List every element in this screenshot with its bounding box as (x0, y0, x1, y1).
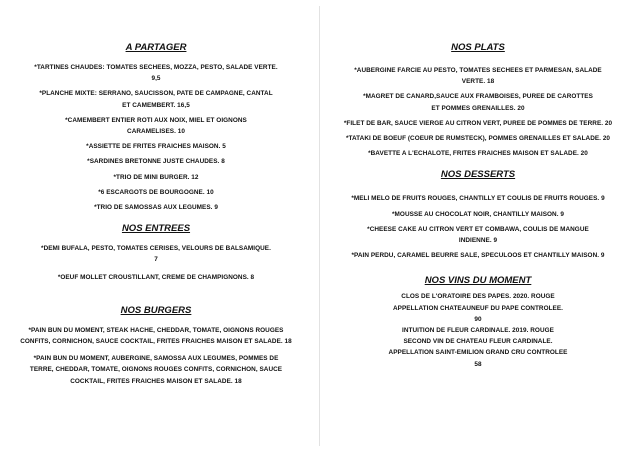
section-title-nos-vins: NOS VINS DU MOMENT (424, 275, 532, 287)
wine-1-name: CLOS DE L'ORATOIRE DES PAPES. 2020. ROUGE (401, 293, 555, 301)
wine-2-price: 58 (474, 360, 482, 368)
menu-item: *FILET DE BAR, SAUCE VIERGE AU CITRON VERT, PUREE DE POMMES DE TERRE. 20 (343, 119, 613, 127)
section-nos-entrees (14, 223, 298, 283)
menu-item: *MOUSSE AU CHOCOLAT NOIR, CHANTILLY MAISON. 9 (392, 210, 564, 218)
menu-page-left (0, 4, 312, 448)
section-title-nos-entrees: NOS ENTREES (121, 223, 191, 235)
menu-item: *MAGRET DE CANARD,SAUCE AUX FRAMBOISES, PUREE DE CAROTTES ET POMMES GRENAILLES. 20 (363, 93, 593, 112)
menu-item: *AUBERGINE FARCIE AU PESTO, TOMATES SECHEES ET PARMESAN, SALADE VERTE. 18 (354, 67, 602, 86)
menu-page-right (322, 4, 634, 448)
menu-item: *SARDINES BRETONNE JUSTE CHAUDES. 8 (87, 158, 225, 166)
menu-item: *MELI MELO DE FRUITS ROUGES, CHANTILLY ET COULIS DE FRUITS ROUGES. 9 (351, 195, 605, 203)
menu-item: *OEUF MOLLET CROUSTILLANT, CREME DE CHAMPIGNONS. 8 (57, 273, 255, 281)
menu-item: *DEMI BUFALA, PESTO, TOMATES CERISES, VELOURS DE BALSAMIQUE. 7 (41, 245, 271, 264)
wine-1-appellation: APPELLATION CHATEAUNEUF DU PAPE CONTROLEE. (392, 304, 564, 312)
menu-item: *TARTINES CHAUDES: TOMATES SECHEES, MOZZA, PESTO, SALADE VERTE. 9,5 (34, 64, 278, 83)
menu-item: *PLANCHE MIXTE: SERRANO, SAUCISSON, PATE DE CAMPAGNE, CANTAL ET CAMEMBERT. 16,5 (39, 90, 273, 109)
menu-item: *CHEESE CAKE AU CITRON VERT ET COMBAWA, COULIS DE MANGUE INDIENNE. 9 (367, 225, 589, 245)
menu-item: *ASSIETTE DE FRITES FRAICHES MAISON. 5 (86, 143, 226, 151)
wine-2-name: INTUITION DE FLEUR CARDINALE. 2019. ROUGE (402, 327, 554, 335)
menu-item: *CAMEMBERT ENTIER ROTI AUX NOIX, MIEL ET OIGNONS CARAMELISES. 10 (65, 116, 247, 136)
section-title-nos-desserts: NOS DESSERTS (440, 169, 516, 181)
menu-item: *TRIO DE MINI BURGER. 12 (113, 173, 199, 181)
menu-item: *PAIN PERDU, CARAMEL BEURRE SALE, SPECULOOS ET CHANTILLY MAISON. 9 (351, 252, 605, 260)
page-divider (319, 6, 320, 446)
wine-2-second-wine: SECOND VIN DE CHATEAU FLEUR CARDINALE. (403, 338, 553, 346)
section-title-nos-plats: NOS PLATS (451, 42, 505, 53)
menu-item: *TATAKI DE BOEUF (COEUR DE RUMSTECK), POMMES GRENAILLES ET SALADE. 20 (345, 135, 611, 143)
section-title-a-partager: A PARTAGER (125, 42, 187, 53)
menu-item: *TRIO DE SAMOSSAS AUX LEGUMES. 9 (94, 204, 218, 212)
menu-item: *PAIN BUN DU MOMENT, STEAK HACHE, CHEDDAR, TOMATE, OIGNONS ROUGES CONFITS, CORNICHON, SAUCE COCKTAIL, FRITES FRAICHES MAISON ET SALADE. 18 (20, 326, 292, 346)
wine-1-price: 90 (474, 315, 482, 323)
wine-2-appellation: APPELLATION SAINT-EMILION GRAND CRU CONTROLEE (388, 349, 568, 357)
menu-item: *6 ESCARGOTS DE BOURGOGNE. 10 (98, 188, 214, 196)
section-title-nos-burgers: NOS BURGERS (120, 304, 192, 316)
section-a-partager (14, 42, 298, 213)
section-nos-vins (336, 275, 620, 369)
section-nos-plats (336, 42, 620, 159)
section-nos-burgers (14, 305, 298, 387)
menu-item: *BAVETTE A L'ECHALOTE, FRITES FRAICHES MAISON ET SALADE. 20 (368, 150, 588, 158)
section-nos-desserts (336, 169, 620, 261)
menu-item: *PAIN BUN DU MOMENT, AUBERGINE, SAMOSSA AUX LEGUMES, POMMES DE TERRE, CHEDDAR, TOMATE, OIGNONS ROUGES CONFITS, CORNICHON, SAUCE COCKTAIL, FRITES FRAICHES MAISON ET SALADE. 18 (29, 355, 283, 385)
